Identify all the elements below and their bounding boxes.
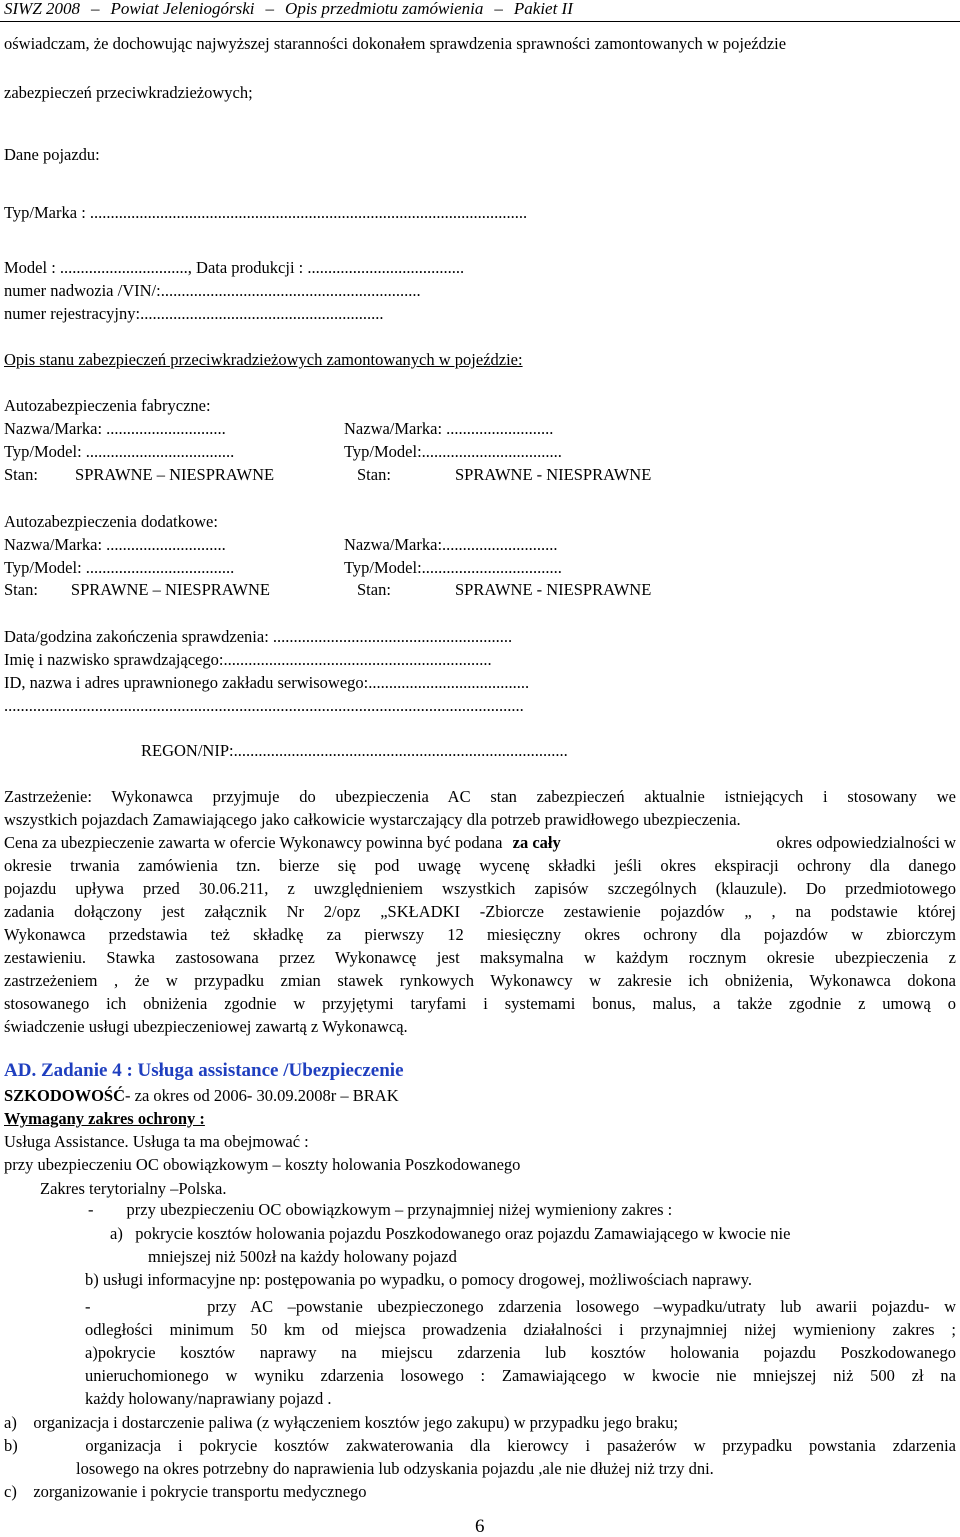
scope-heading: Wymagany zakres ochrony : — [4, 1109, 205, 1128]
header-dash: – — [91, 0, 100, 18]
header-package: Pakiet II — [513, 0, 573, 18]
security-heading: Opis stanu zabezpieczeń przeciwkradzieżowych zamontowanych w pojeździe: — [4, 350, 523, 369]
vehicle-type-brand: Typ/Marka : .......................................................................................................... — [4, 203, 528, 222]
oc-item-b: b) usługi informacyjne np: postępowania po wypadku, o pomocy drogowej, możliwościach naprawy. — [85, 1270, 753, 1289]
claims-label: SZKODOWOŚĆ — [4, 1086, 126, 1105]
factory-state-3: SPRAWNE - NIESPRAWNE — [455, 465, 652, 484]
reservation-line-2: wszystkich pojazdach Zamawiającego jako całkowicie wystarczający dla potrzeb prawidłowego ubezpieczenia. — [4, 810, 741, 829]
ac-line-3: a)pokrycie kosztów naprawy na miejscu zdarzenia lub kosztów holowania pojazdu Poszkodowanego — [85, 1343, 956, 1362]
check-regon: REGON/NIP:................................................................................. — [141, 741, 568, 760]
check-dots: .............................................................................................................................. — [4, 696, 524, 715]
factory-model-2: Typ/Model:.................................. — [344, 442, 562, 461]
vehicle-model-date: Model : ..............................., Data produkcji : ...................................... — [4, 258, 465, 277]
check-service-id: ID, nazwa i adres uprawnionego zakładu serwisowego:....................................... — [4, 673, 530, 692]
extra-state-1: Stan: SPRAWNE – NIESPRAWNE — [4, 580, 270, 599]
ac-line-4: unieruchomionego w wyniku zdarzenia losowego : Zamawiającego w kwocie nie mniejszej niż 500 zł na — [85, 1366, 956, 1385]
extra-model-1: Typ/Model: .................................... — [4, 558, 235, 577]
price-line: świadczenie usługi ubezpieczeniowej zawartą z Wykonawcą. — [4, 1017, 408, 1036]
factory-state-1: Stan: SPRAWNE – NIESPRAWNE — [4, 465, 275, 484]
vehicle-registration: numer rejestracyjny:........................................................... — [4, 304, 384, 323]
vehicle-vin: numer nadwozia /VIN/:............................................................... — [4, 281, 421, 300]
price-line: zadania dołączony jest załącznik Nr 2/opz „SKŁADKI -Zbiorcze zestawienie pojazdów „ , na podstawie której — [4, 902, 956, 921]
claims-text: - za okres od 2006- 30.09.2008r – BRAK — [125, 1086, 399, 1105]
page-header — [0, 0, 960, 22]
header-description: Opis przedmiotu zamówienia — [285, 0, 484, 18]
extra-name-2: Nazwa/Marka:............................ — [344, 535, 558, 554]
page-number: 6 — [475, 1516, 485, 1537]
oc-dash-item: - przy ubezpieczeniu OC obowiązkowym – przynajmniej niżej wymieniony zakres : — [88, 1200, 673, 1219]
factory-model-1: Typ/Model: .................................... — [4, 442, 235, 461]
price-line: pojazdu upływa przed 30.06.211, z uwzględnieniem wszystkich zapisów szczególnych (klauzule). Do przedmiotowego — [4, 879, 956, 898]
price-text-a: Cena za ubezpieczenie zawarta w ofercie Wykonawcy powinna być podana — [4, 833, 503, 852]
extra-state-3: SPRAWNE - NIESPRAWNE — [455, 580, 652, 599]
extra-heading: Autozabezpieczenia dodatkowe: — [4, 512, 218, 531]
vehicle-heading: Dane pojazdu: — [4, 145, 100, 164]
territory-line: Zakres terytorialny –Polska. — [40, 1179, 227, 1198]
oc-line: przy ubezpieczeniu OC obowiązkowym – koszty holowania Poszkodowanego — [4, 1155, 521, 1174]
ac-line-2: odległości minimum 50 km od miejsca prowadzenia działalności i przynajmniej niżej wymieniony zakres ; — [85, 1320, 956, 1339]
price-line-1 — [4, 833, 956, 853]
price-line: Wykonawca przedstawia też składkę za pierwszy 12 miesięczny okres ochrony dla pojazdów w zbiorczym — [4, 925, 956, 944]
factory-state-2: Stan: — [357, 465, 391, 484]
reservation-line-1: Zastrzeżenie: Wykonawca przyjmuje do ubezpieczenia AC stan zabezpieczeń aktualnie istniejących i stosowany we — [4, 787, 956, 806]
price-line: zestawieniu. Stawka zastosowana przez Wykonawcę jest maksymalna w każdym rocznym okresie ubezpieczenia z — [4, 948, 956, 967]
intro-line-1: oświadczam, że dochowując najwyższej staranności dokonałem sprawdzenia sprawności zamontowanych w pojeździe — [4, 34, 787, 53]
intro-line-2: zabezpieczeń przeciwkradzieżowych; — [4, 83, 253, 102]
factory-name-1: Nazwa/Marka: ............................. — [4, 419, 226, 438]
check-date: Data/godzina zakończenia sprawdzenia: .......................................................... — [4, 627, 513, 646]
price-text-bold: za cały — [512, 833, 561, 852]
claims-line — [4, 1086, 399, 1106]
header-district: Powiat Jeleniogórski — [110, 0, 255, 18]
extra-model-2: Typ/Model:.................................. — [344, 558, 562, 577]
list-item-a: a) organizacja i dostarczenie paliwa (z wyłączeniem kosztów jego zakupu) w przypadku jego braku; — [4, 1413, 679, 1432]
factory-heading: Autozabezpieczenia fabryczne: — [4, 396, 211, 415]
extra-name-1: Nazwa/Marka: ............................. — [4, 535, 226, 554]
task-heading: AD. Zadanie 4 : Usługa assistance /Ubezpieczenie — [4, 1060, 404, 1081]
oc-item-a-1: a) pokrycie kosztów holowania pojazdu Poszkodowanego oraz pojazdu Zamawiającego w kwocie nie — [110, 1224, 791, 1243]
price-line: okresie trwania zamówienia tzn. bierze się pod uwagę wycenę składki jeśli okres ekspiracji ochrony dla danego — [4, 856, 956, 875]
price-text-c: okres odpowiedzialności w — [776, 833, 956, 852]
ac-line-5: każdy holowany/naprawiany pojazd . — [85, 1389, 332, 1408]
header-dash: – — [494, 0, 503, 18]
service-line: Usługa Assistance. Usługa ta ma obejmować : — [4, 1132, 309, 1151]
header-dash: – — [265, 0, 275, 18]
list-item-b-2: losowego na okres potrzebny do naprawienia lub odzyskania pojazdu ,ale nie dłużej niż trzy dni. — [76, 1459, 714, 1478]
price-line: zastrzeżeniem , że w przypadku zmian stawek rynkowych Wykonawcy w zakresie ich obniżenia, Wykonawca dokona — [4, 971, 956, 990]
check-inspector-name: Imię i nazwisko sprawdzającego:................................................................. — [4, 650, 492, 669]
factory-name-2: Nazwa/Marka: .......................... — [344, 419, 554, 438]
price-line: stosowanego ich obniżenia zgodnie w przyjętymi taryfami i systemami bonus, malus, a także zgodnie z umową o — [4, 994, 956, 1013]
extra-state-2: Stan: — [357, 580, 391, 599]
header-doc: SIWZ 2008 — [4, 0, 81, 18]
oc-item-a-2: mniejszej niż 500zł na każdy holowany pojazd — [148, 1247, 457, 1266]
list-item-c: c) zorganizowanie i pokrycie transportu medycznego — [4, 1482, 367, 1501]
ac-line-1: - przy AC –powstanie ubezpieczonego zdarzenia losowego –wypadku/utraty lub awarii pojazdu- w — [85, 1297, 956, 1316]
list-item-b-1: b) organizacja i pokrycie kosztów zakwaterowania dla kierowcy i pasażerów w przypadku powstania zdarzenia — [4, 1436, 956, 1455]
